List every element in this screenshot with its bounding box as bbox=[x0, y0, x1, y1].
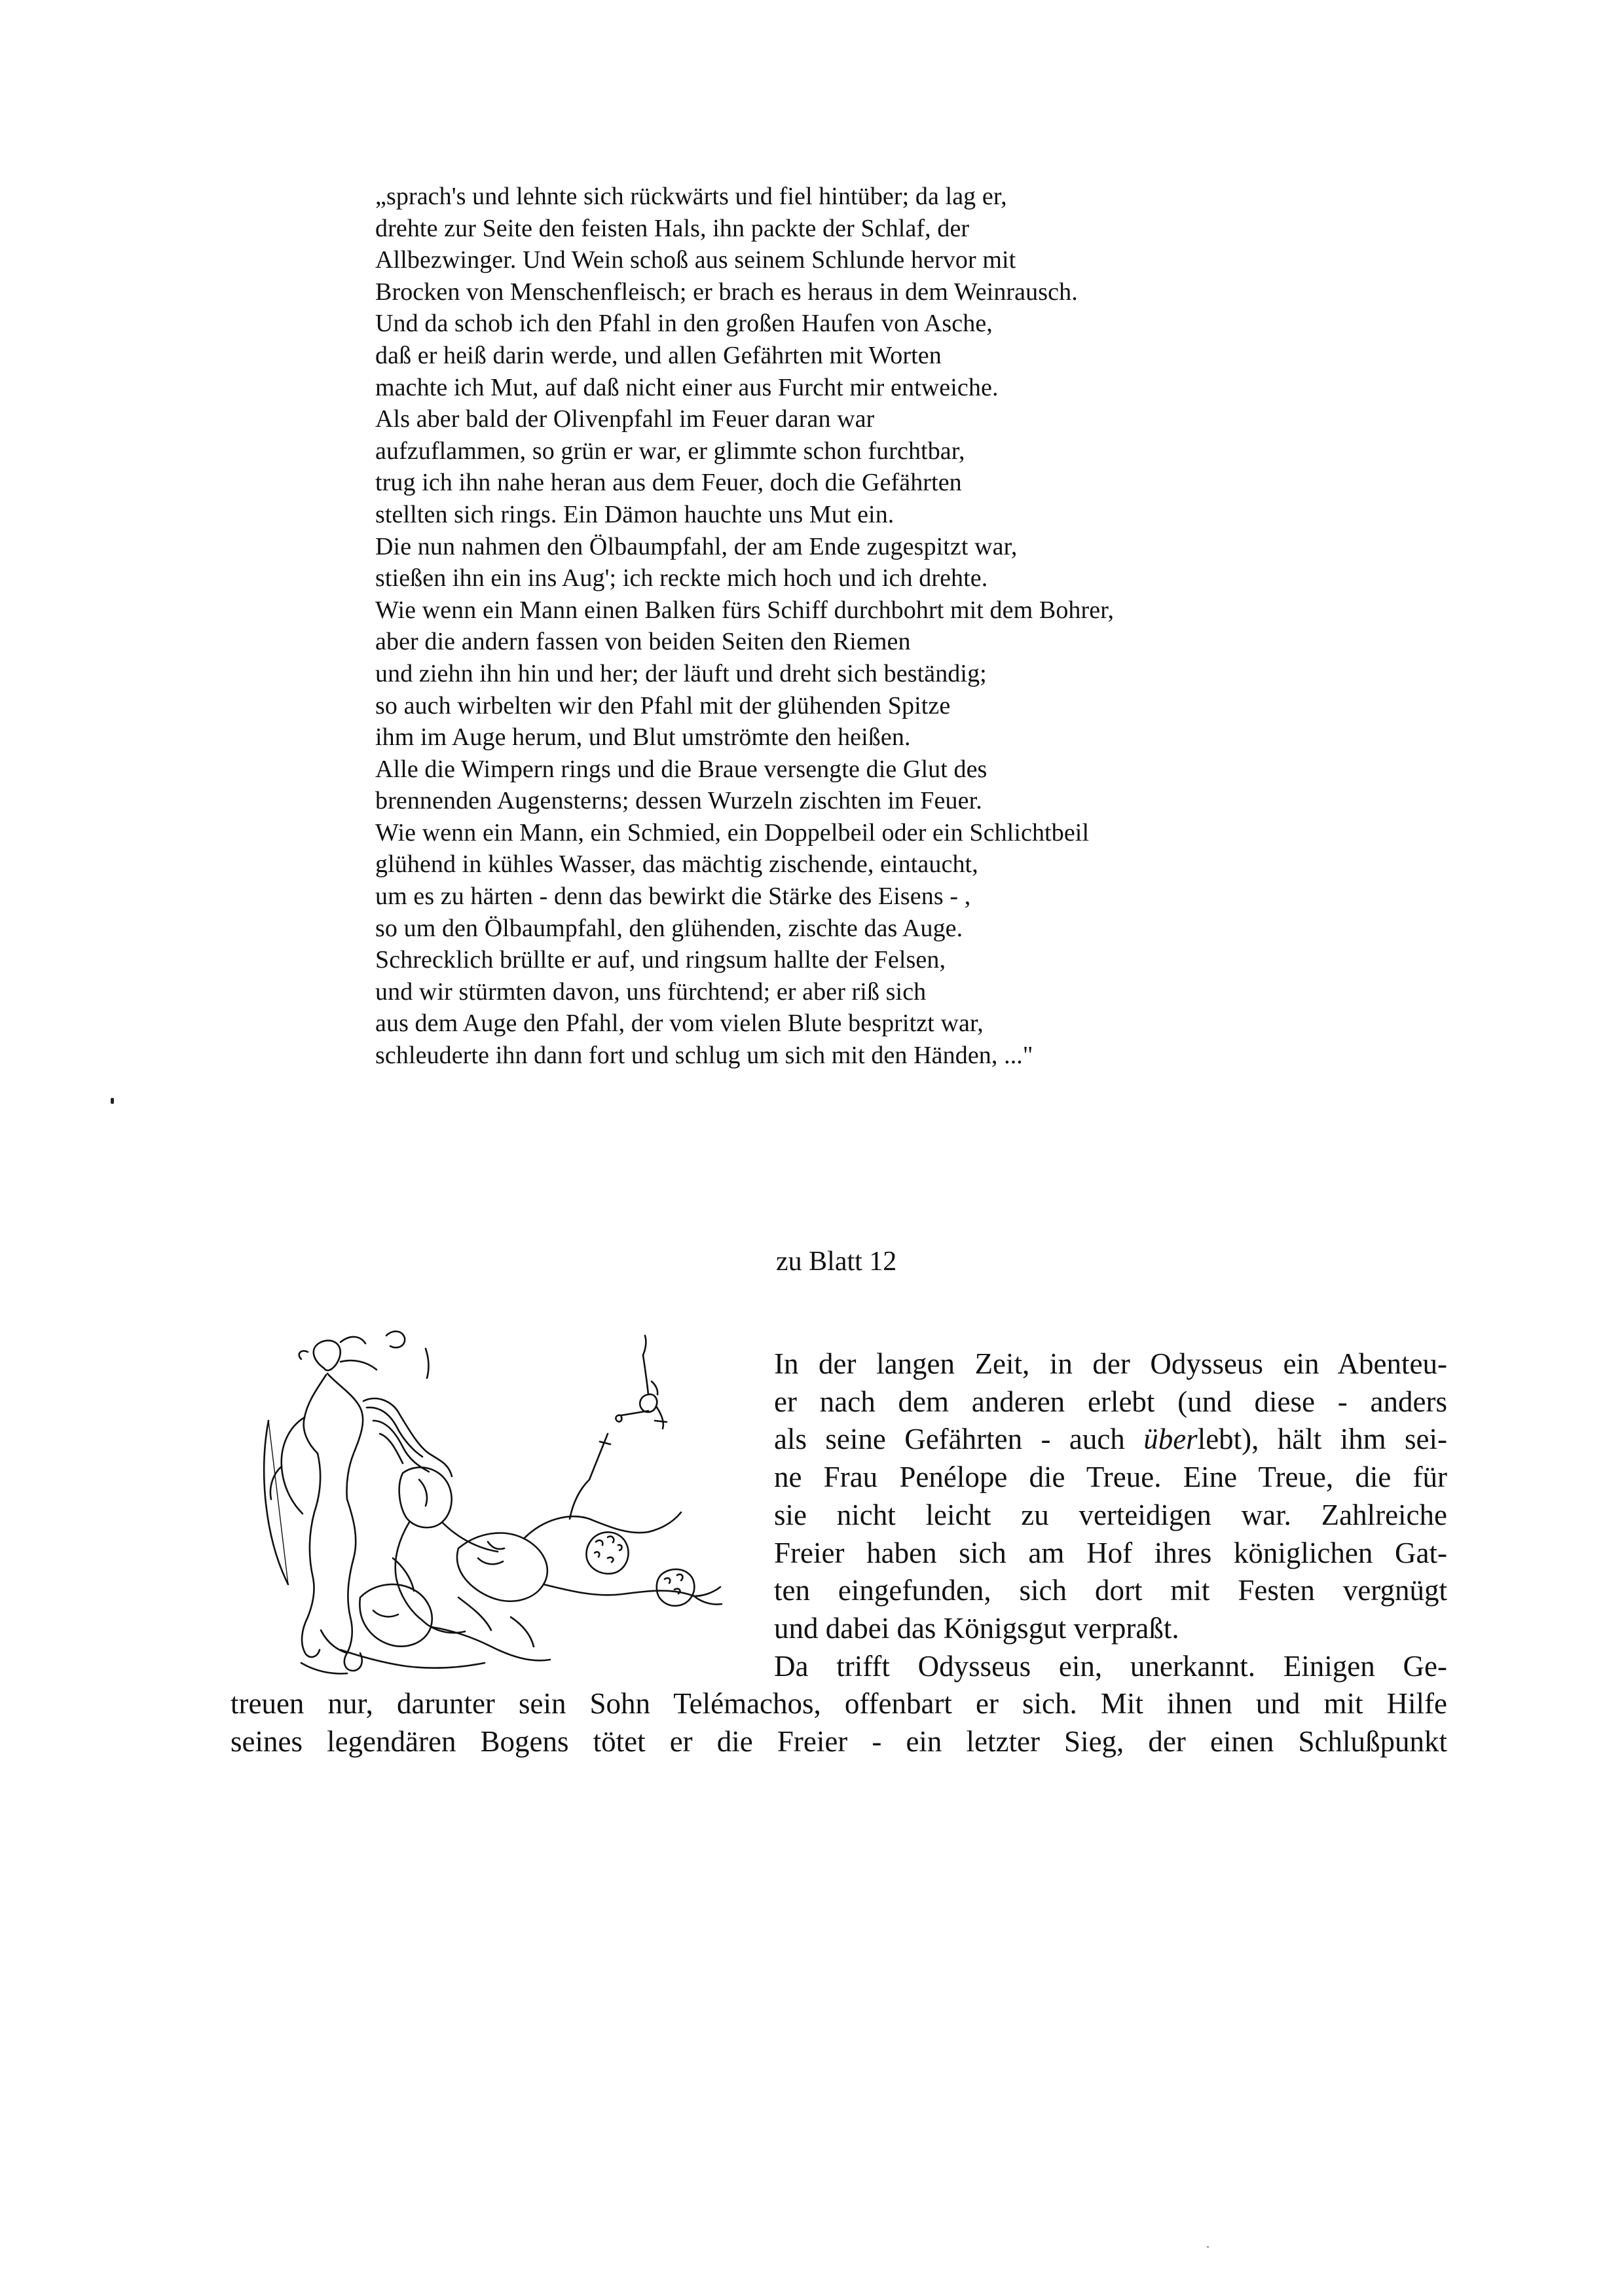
body-line-end: lebt), hält ihm sei- bbox=[1197, 1423, 1447, 1456]
section-heading: zu Blatt 12 bbox=[776, 1247, 897, 1277]
quote-line: und wir stürmten davon, uns fürchtend; er aber riß sich bbox=[375, 977, 927, 1006]
quote-line: schleuderte ihn dann fort und schlug um sich mit den Händen, ..." bbox=[375, 1042, 1033, 1070]
body-line bbox=[774, 1421, 1447, 1459]
quote-line: so auch wirbelten wir den Pfahl mit der glühenden Spitze bbox=[375, 691, 951, 720]
quote-line: Wie wenn ein Mann einen Balken fürs Schiff durchbohrt mit dem Bohrer, bbox=[375, 596, 1115, 624]
quote-line: brennenden Augensterns; dessen Wurzeln zischten im Feuer. bbox=[375, 787, 982, 815]
quote-line: Alle die Wimpern rings und die Braue versengte die Glut des bbox=[375, 755, 987, 783]
body-line: er nach dem anderen erlebt (und diese - anders bbox=[774, 1385, 1447, 1418]
quote-line: Schrecklich brüllte er auf, und ringsum hallte der Felsen, bbox=[375, 946, 946, 974]
body-line: sie nicht leicht zu verteidigen war. Zahlreiche bbox=[774, 1498, 1447, 1531]
quote-line: und ziehn ihn hin und her; der läuft und dreht sich beständig; bbox=[375, 659, 987, 687]
quote-line: trug ich ihn nahe heran aus dem Feuer, doch die Gefährten bbox=[375, 469, 962, 497]
quote-passage bbox=[375, 181, 1357, 1072]
quote-line: drehte zur Seite den feisten Hals, ihn packte der Schlaf, der bbox=[375, 214, 970, 242]
quote-line: aus dem Auge den Pfahl, der vom vielen Blute bespritzt war, bbox=[375, 1010, 984, 1038]
body-line: seines legendären Bogens tötet er die Freier - ein letzter Sieg, der einen Schlußpunkt bbox=[231, 1724, 1447, 1758]
body-line: ten eingefunden, sich dort mit Festen vergnügt bbox=[774, 1574, 1447, 1607]
quote-line: Die nun nahmen den Ölbaumpfahl, der am Ende zugespitzt war, bbox=[375, 532, 1018, 560]
body-line: Freier haben sich am Hof ihres königlichen Gat- bbox=[774, 1536, 1447, 1569]
body-line: In der langen Zeit, in der Odysseus ein Abenteu- bbox=[774, 1347, 1447, 1380]
quote-line: stießen ihn ein ins Aug'; ich reckte mich hoch und ich drehte. bbox=[375, 564, 988, 592]
body-line-start: als seine Gefährten - auch bbox=[774, 1423, 1144, 1456]
body-line: treuen nur, darunter sein Sohn Telémachos, offenbart er sich. Mit ihnen und mit Hilfe bbox=[231, 1687, 1447, 1720]
quote-line: Wie wenn ein Mann, ein Schmied, ein Doppelbeil oder ein Schlichtbeil bbox=[375, 818, 1090, 847]
quote-line: daß er heiß darin werde, und allen Gefährten mit Worten bbox=[375, 341, 942, 369]
ink-illustration bbox=[262, 1322, 740, 1679]
quote-line: stellten sich rings. Ein Dämon hauchte uns Mut ein. bbox=[375, 500, 895, 528]
quote-line: Als aber bald der Olivenpfahl im Feuer daran war bbox=[375, 405, 875, 433]
quote-line: glühend in kühles Wasser, das mächtig zischende, eintaucht, bbox=[375, 850, 978, 879]
body-line: ne Frau Penélope die Treue. Eine Treue, die für bbox=[774, 1461, 1447, 1494]
ink-speck bbox=[111, 1098, 114, 1104]
italic-word: über bbox=[1143, 1423, 1198, 1456]
body-paragraph-continued bbox=[231, 1685, 1447, 1760]
quote-line: Brocken von Menschenfleisch; er brach es heraus in dem Weinrausch. bbox=[375, 278, 1078, 306]
quote-line: „sprach's und lehnte sich rückwärts und fiel hintüber; da lag er, bbox=[375, 183, 1007, 210]
quote-line: aber die andern fassen von beiden Seiten den Riemen bbox=[375, 628, 911, 656]
body-line: und dabei das Königsgut verpraßt. bbox=[774, 1611, 1179, 1645]
quote-line: aufzuflammen, so grün er war, er glimmte schon furchtbar, bbox=[375, 437, 965, 465]
quote-line: so um den Ölbaumpfahl, den glühenden, zischte das Auge. bbox=[375, 914, 963, 942]
quote-line: machte ich Mut, auf daß nicht einer aus Furcht mir entweiche. bbox=[375, 373, 999, 401]
ink-speck bbox=[1207, 2246, 1209, 2248]
quote-line: ihm im Auge herum, und Blut umströmte den heißen. bbox=[375, 723, 911, 752]
quote-line: Und da schob ich den Pfahl in den großen Haufen von Asche, bbox=[375, 310, 993, 338]
body-paragraph bbox=[774, 1345, 1447, 1685]
quote-line: Allbezwinger. Und Wein schoß aus seinem Schlunde hervor mit bbox=[375, 246, 1016, 274]
body-line: Da trifft Odysseus ein, unerkannt. Einigen Ge- bbox=[774, 1649, 1447, 1683]
quote-line: um es zu härten - denn das bewirkt die Stärke des Eisens - , bbox=[375, 883, 971, 911]
